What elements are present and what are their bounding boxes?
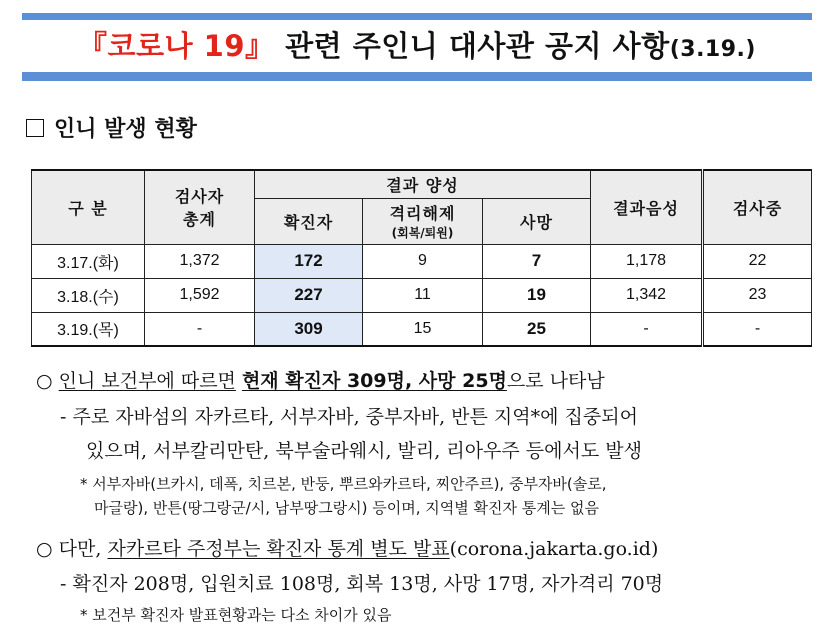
cell-released: 11: [363, 278, 483, 312]
cell-total: 1,372: [145, 244, 255, 278]
note-sub-line2: 있으며, 서부칼리만탄, 북부술라웨시, 발리, 리아우주 등에서도 발생: [86, 440, 642, 462]
footnote-1: [80, 473, 607, 494]
cell-confirmed: 227: [255, 278, 363, 312]
header-isolation-line2: (회복/퇴원): [391, 226, 454, 240]
cell-total: -: [145, 312, 255, 346]
cell-confirmed: 172: [255, 244, 363, 278]
header-isolation-line1: 격리해제: [389, 204, 456, 223]
status-table: [31, 169, 812, 347]
note-paragraph-1-sub: [60, 402, 638, 429]
header-confirmed: 확진자: [255, 198, 363, 244]
title-prefix: 『코로나 19』: [78, 29, 275, 63]
footnote-2-text: 보건부 확진자 발표현황과는 다소 차이가 있음: [92, 606, 392, 624]
cell-total: 1,592: [145, 278, 255, 312]
dash-bullet: -: [60, 573, 67, 595]
note-lead: 다만,: [58, 538, 102, 560]
cell-testing: -: [703, 312, 812, 346]
note-sub-line1: 주로 자바섬의 자카르타, 서부자바, 중부자바, 반튼 지역*에 집중되어: [72, 406, 638, 428]
cell-death: 19: [483, 278, 591, 312]
table-row: [32, 278, 812, 312]
footnote-2: [80, 604, 391, 625]
title-bottom-rule: [22, 72, 812, 81]
page-title: [22, 24, 812, 65]
header-testing: 검사중: [703, 170, 812, 244]
circle-bullet-icon: ○: [36, 370, 53, 392]
checkbox-square-icon: [26, 119, 44, 137]
header-total-line1: 검사자: [174, 187, 225, 207]
cell-death: 25: [483, 312, 591, 346]
cell-released: 15: [363, 312, 483, 346]
asterisk-marker: *: [80, 475, 88, 493]
dash-bullet: -: [60, 406, 67, 428]
section-heading: [26, 112, 197, 143]
cell-date: 3.17.(화): [32, 244, 145, 278]
note-key-figures: 현재 확진자 309명, 사망 25명: [241, 370, 507, 392]
cell-testing: 23: [703, 278, 812, 312]
note-source-underlined: 인니 보건부에 따르면: [58, 370, 236, 392]
table-row: [32, 312, 812, 346]
header-negative: 결과음성: [591, 170, 703, 244]
title-main: 관련 주인니 대사관 공지 사항: [274, 29, 670, 63]
header-total: [145, 170, 255, 244]
cell-testing: 22: [703, 244, 812, 278]
note-jakarta-figures: 확진자 208명, 입원치료 108명, 회복 13명, 사망 17명, 자가격리 70명: [72, 573, 664, 595]
asterisk-marker: *: [80, 606, 88, 624]
title-date: (3.19.): [669, 37, 756, 62]
header-total-line2: 총계: [183, 210, 216, 230]
cell-death: 7: [483, 244, 591, 278]
note-source-link: (corona.jakarta.go.id): [449, 538, 659, 560]
header-death: 사망: [483, 198, 591, 244]
cell-confirmed: 309: [255, 312, 363, 346]
table-row: [32, 244, 812, 278]
footnote-1-line1: 서부자바(브카시, 데폭, 치르본, 반둥, 뿌르와카르타, 찌안주르), 중부자바(솔로,: [92, 475, 607, 493]
cell-negative: -: [591, 312, 703, 346]
section-heading-text: 인니 발생 현황: [54, 117, 197, 142]
cell-released: 9: [363, 244, 483, 278]
footnote-1-line2: 마글랑), 반튼(땅그랑군/시, 남부땅그랑시) 등이며, 지역별 확진자 통계는 없음: [94, 499, 599, 517]
cell-date: 3.19.(목): [32, 312, 145, 346]
cell-date: 3.18.(수): [32, 278, 145, 312]
header-positive: 결과 양성: [255, 170, 591, 198]
header-isolation: [363, 198, 483, 244]
circle-bullet-icon: ○: [36, 538, 53, 560]
cell-negative: 1,342: [591, 278, 703, 312]
cell-negative: 1,178: [591, 244, 703, 278]
title-top-rule: [22, 13, 812, 20]
note-paragraph-2: [36, 534, 658, 561]
note-paragraph-1: [36, 366, 605, 393]
note-tail: 으로 나타남: [506, 370, 605, 392]
header-category: 구 분: [32, 170, 145, 244]
note-jakarta-underlined: 자카르타 주정부는 확진자 통계 별도 발표: [107, 538, 450, 560]
note-paragraph-2-sub: [60, 569, 663, 596]
